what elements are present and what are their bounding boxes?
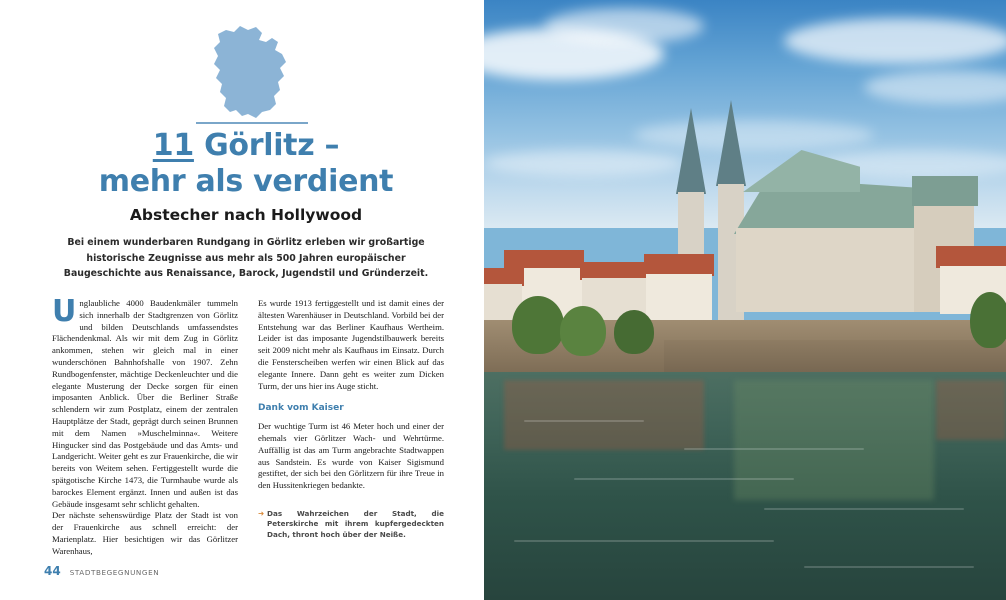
column-one xyxy=(52,294,238,556)
tree xyxy=(512,296,564,354)
building-facade xyxy=(646,274,712,326)
church-spire-left xyxy=(676,108,706,194)
title-divider xyxy=(196,122,308,124)
tree xyxy=(970,292,1006,348)
chapter-number: 11 xyxy=(152,128,194,163)
water-ripple xyxy=(684,448,864,450)
page-footer xyxy=(44,564,159,578)
left-page xyxy=(0,0,484,600)
rooftop xyxy=(644,254,714,276)
paragraph-one-text: nglaubliche 4000 Baudenkmäler tummeln sich innerhalb der Stadtgrenzen von Görlitz und bilden Deutschlands umfassendstes Flächendenkmal. Als wir mit dem Zug in Görlitz ankommen, stehen wir gleich mal in einer wunderschönen Bahnhofshalle von 1907. Zehn Rundbogenfenster, mächtige Deckenleuchter und die elegante Musterung der Decke sorgen für einen imposanten Anblick. Über die Berliner Straße schlendern wir zum Postplatz, einem der zentralen Hauptplätze der Stadt, geprägt durch seinen Brunnen mit dem Namen »Muschelminna«. Weitere Hingucker sind das Postgebäude und das Amts- und Landgericht. Weiter geht es zur Frauenkirche, die wir bereits von Weitem sehen. Fertiggestellt wurde die spätgotische Kirche 1473, die Turmhaube wurde als barockes Element ergänzt. Innen und außen ist das Gebäude insgesamt sehr schlicht gehalten. xyxy=(52,298,238,509)
paragraph-two-text: Der nächste sehenswürdige Platz der Stadt ist von der Frauenkirche aus schnell erreicht: der Marienplatz. Hier besichtigen wir das Görlitzer Warenhaus, xyxy=(52,510,238,556)
water-ripple xyxy=(574,478,794,480)
paragraph-intro xyxy=(52,294,238,510)
church-nave-wall xyxy=(736,228,924,312)
standfirst-text: Bei einem wunderbaren Rundgang in Görlitz erleben wir großartige historische Zeugnisse aus mehr als 500 Jahren europäischer Baugeschichte aus Renaissance, Barock, Jugendstil und Gründerzeit. xyxy=(63,237,429,279)
rooftop xyxy=(936,246,1006,268)
paragraph-four-text: Der wuchtige Turm ist 46 Meter hoch und einer der ehemals vier Görlitzer Wach- und Wehrtürme. Auffällig ist das am Turm angebrachte Stadtwappen aus Sandstein. Es wurde von Kaiser Sigismund gestiftet, der sich bei den Görlitzern für ihre Treue in den Hussitenkriegen bedankte. xyxy=(258,421,444,491)
photo-caption xyxy=(258,509,444,541)
chapter-title-line2: mehr als verdient xyxy=(98,164,394,199)
tree xyxy=(614,310,654,354)
reflection-rooftops-right xyxy=(936,380,1006,440)
photo-caption-text: Das Wahrzeichen der Stadt, die Peterskirche mit ihrem kupfergedeckten Dach, thront hoch über der Neiße. xyxy=(267,508,444,539)
arrow-right-icon: ➜ xyxy=(258,509,265,519)
water-ripple xyxy=(764,508,964,510)
running-head: STADTBEGEGNUNGEN xyxy=(69,568,160,577)
cloud xyxy=(634,120,874,150)
cloud xyxy=(544,8,704,44)
water-ripple xyxy=(804,566,974,568)
page-title xyxy=(56,128,436,200)
page-number: 44 xyxy=(44,564,61,578)
germany-map-silhouette-icon xyxy=(196,24,306,120)
cloud xyxy=(784,18,1006,64)
chapter-subtitle: Abstecher nach Hollywood xyxy=(129,206,363,224)
reflection-rooftops xyxy=(504,380,704,450)
cloud xyxy=(484,150,684,176)
tree xyxy=(560,306,606,356)
drop-cap: U xyxy=(52,294,77,329)
paragraph-three-text: Es wurde 1913 fertiggestellt und ist damit eines der ältesten Warenhäuser in Deutschland. Vorbild bei der Entstehung war das Berliner Kaufhaus Wertheim. Leider ist das imposante Jugendstilbauwerk bereits seit 2009 nicht mehr als Kaufhaus im Einsatz. Durch die Fensterscheiben werfen wir einen Blick auf das elegante Innere. Dann geht es weiter zum Dicken Turm, der uns hier ins Auge sticht. xyxy=(258,298,444,391)
chapter-title-line1: Görlitz – xyxy=(204,128,340,163)
water-ripple xyxy=(524,420,644,422)
church-apse-roof xyxy=(912,176,978,206)
feature-photo xyxy=(484,0,1006,600)
church-spire-right xyxy=(716,100,746,186)
article-body xyxy=(52,294,444,556)
column-two xyxy=(258,298,444,556)
reflection-church xyxy=(734,380,934,500)
rooftop xyxy=(504,250,584,270)
section-subhead: Dank vom Kaiser xyxy=(258,403,344,414)
water-ripple xyxy=(514,540,774,542)
